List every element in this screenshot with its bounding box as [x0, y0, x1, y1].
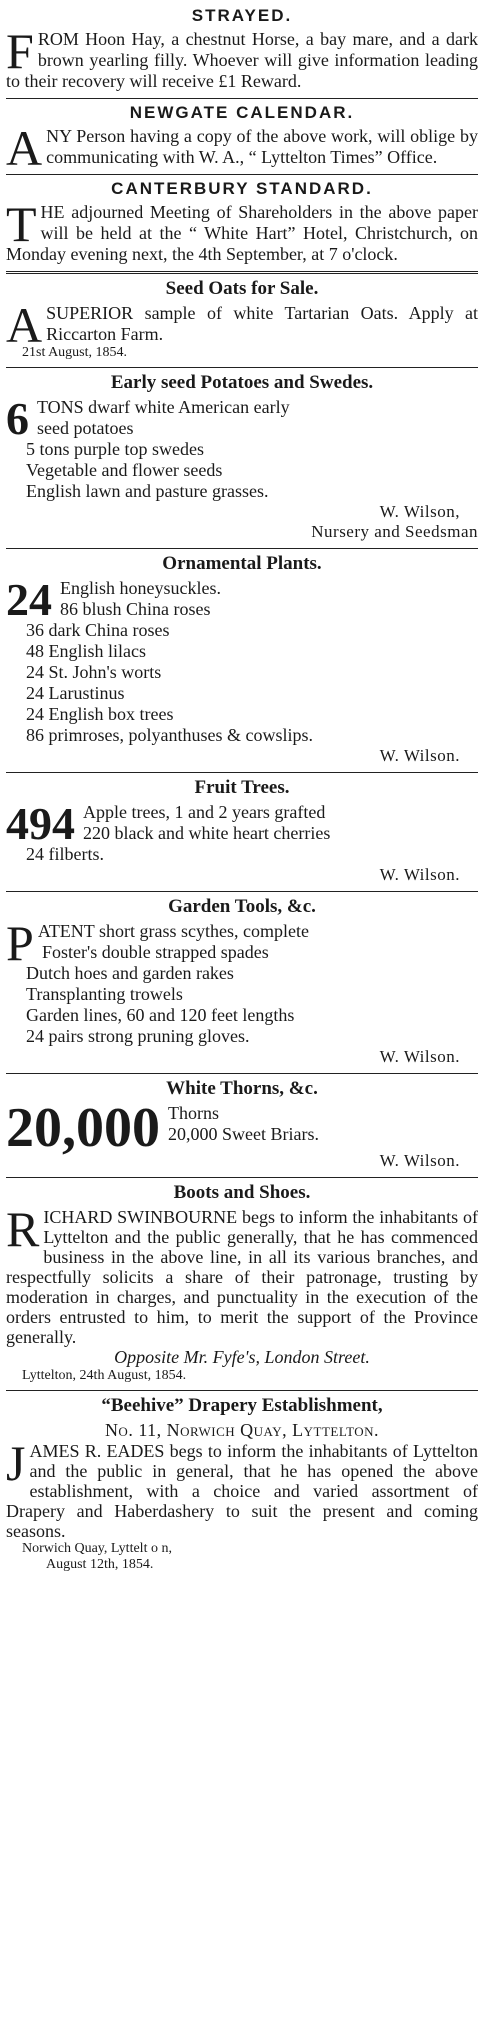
ad-heading: NEWGATE CALENDAR.	[129, 103, 355, 122]
ad-first-line: English honeysuckles.	[60, 578, 221, 598]
ad-first-line-cont: 86 blush China roses	[60, 599, 211, 619]
ad-garden-tools	[6, 892, 478, 1073]
drop-number: 494	[6, 798, 75, 849]
ad-seed-potatoes	[6, 368, 478, 548]
ad-strayed	[6, 2, 478, 98]
ad-address: No. 11, Norwich Quay, Lyttelton.	[104, 1420, 380, 1440]
drop-cap: J	[6, 1435, 26, 1491]
list-item: 24 Larustinus	[26, 683, 125, 703]
ad-address: Opposite Mr. Fyfe's, London Street.	[114, 1347, 370, 1367]
ad-heading: Ornamental Plants.	[162, 553, 322, 574]
ad-line: Thorns	[168, 1103, 219, 1123]
ad-first-line-cont: Foster's double strapped spades	[42, 942, 269, 962]
drop-number: 6	[6, 393, 29, 444]
drop-cap: P	[6, 915, 34, 971]
ad-line: 20,000 Sweet Briars.	[168, 1124, 319, 1144]
list-item: Transplanting trowels	[26, 984, 183, 1004]
ad-text: SUPERIOR sample of white Tartarian Oats. Apply at Riccarton Farm.	[46, 303, 478, 344]
ad-signature: W. Wilson,	[379, 502, 460, 521]
list-item: 24 St. John's worts	[26, 662, 162, 682]
ad-heading: Seed Oats for Sale.	[165, 278, 319, 299]
ad-first-line-cont: seed potatoes	[37, 418, 134, 438]
ad-beehive-drapery	[6, 1391, 478, 1579]
ad-canterbury-standard	[6, 175, 478, 271]
drop-number: 24	[6, 574, 52, 625]
list-item: 5 tons purple top swedes	[26, 439, 204, 459]
ad-text: HE adjourned Meeting of Shareholders in the above paper will be held at the “ White Hart” Hotel, Christchurch, on Monday evening next, the 4th September, at 7 o'clock.	[6, 202, 478, 264]
ad-date: Lyttelton, 24th August, 1854.	[22, 1368, 187, 1383]
ad-text: NY Person having a copy of the above work, will oblige by communicating with W. A., “ Lyttelton Times” Office.	[46, 126, 478, 167]
ad-date: 21st August, 1854.	[22, 345, 128, 360]
ad-first-line: Apple trees, 1 and 2 years grafted	[83, 802, 326, 822]
ad-signature: W. Wilson.	[379, 1151, 460, 1170]
list-item: 48 English lilacs	[26, 641, 146, 661]
ad-signature-title: Nursery and Seedsman	[311, 522, 478, 541]
list-item: Vegetable and flower seeds	[26, 460, 223, 480]
ad-ornamental-plants	[6, 549, 478, 772]
drop-cap: A	[6, 120, 43, 176]
drop-cap: A	[6, 297, 43, 353]
ad-signature: W. Wilson.	[379, 865, 460, 884]
ad-heading: White Thorns, &c.	[166, 1078, 318, 1099]
ad-signature: W. Wilson.	[379, 1047, 460, 1066]
ad-heading: “Beehive” Drapery Establishment,	[101, 1395, 383, 1416]
list-item: Dutch hoes and garden rakes	[26, 963, 234, 983]
list-item: 24 pairs strong pruning gloves.	[26, 1026, 250, 1046]
ad-signature: W. Wilson.	[379, 746, 460, 765]
ad-fruit-trees	[6, 773, 478, 891]
ad-heading: Early seed Potatoes and Swedes.	[110, 372, 374, 393]
drop-number: 20,000	[6, 1097, 160, 1159]
drop-cap: F	[6, 23, 34, 79]
ad-heading: Garden Tools, &c.	[168, 896, 316, 917]
drop-cap: R	[6, 1201, 40, 1257]
ad-first-line-cont: 220 black and white heart cherries	[83, 823, 331, 843]
ad-text: AMES R. EADES begs to inform the inhabitants of Lyttelton and the public in general, that he has opened the above establishment, with a choice and varied assortment of Drapery and Haberdashery to suit the present and coming seasons.	[6, 1441, 478, 1541]
ad-seed-oats	[6, 274, 478, 367]
drop-cap: T	[6, 196, 37, 252]
list-item: 86 primroses, polyanthuses & cowslips.	[26, 725, 313, 745]
list-item: English lawn and pasture grasses.	[26, 481, 269, 501]
ad-text: ROM Hoon Hay, a chestnut Horse, a bay mare, and a dark brown yearling filly. Whoever will give information leading to their recovery will receive £1 Reward.	[6, 29, 478, 91]
ad-white-thorns	[6, 1074, 478, 1177]
ad-text: ICHARD SWINBOURNE begs to inform the inhabitants of Lyttelton and the public generally, that he has commenced business in the above line, in all its various branches, and respectfully solicits a share of their patronage, trusting by moderation in charges, and punctuality in the execution of the orders entrusted to him, to merit the support of the Province generally.	[6, 1207, 478, 1347]
ad-newgate-calendar	[6, 99, 478, 174]
ad-place: Norwich Quay, Lyttelt o n,	[22, 1541, 172, 1556]
ad-boots-and-shoes	[6, 1178, 478, 1390]
list-item: 36 dark China roses	[26, 620, 170, 640]
ad-heading: Fruit Trees.	[194, 777, 290, 798]
list-item: 24 filberts.	[26, 844, 104, 864]
list-item: Garden lines, 60 and 120 feet lengths	[26, 1005, 295, 1025]
list-item: 24 English box trees	[26, 704, 174, 724]
newspaper-advertisement-column	[6, 0, 478, 1579]
ad-date: August 12th, 1854.	[46, 1557, 154, 1572]
ad-heading: Boots and Shoes.	[173, 1182, 311, 1203]
ad-first-line: TONS dwarf white American early	[37, 397, 290, 417]
ad-heading: STRAYED.	[191, 6, 293, 25]
ad-first-line: ATENT short grass scythes, complete	[37, 921, 309, 941]
ad-heading: CANTERBURY STANDARD.	[111, 179, 373, 198]
